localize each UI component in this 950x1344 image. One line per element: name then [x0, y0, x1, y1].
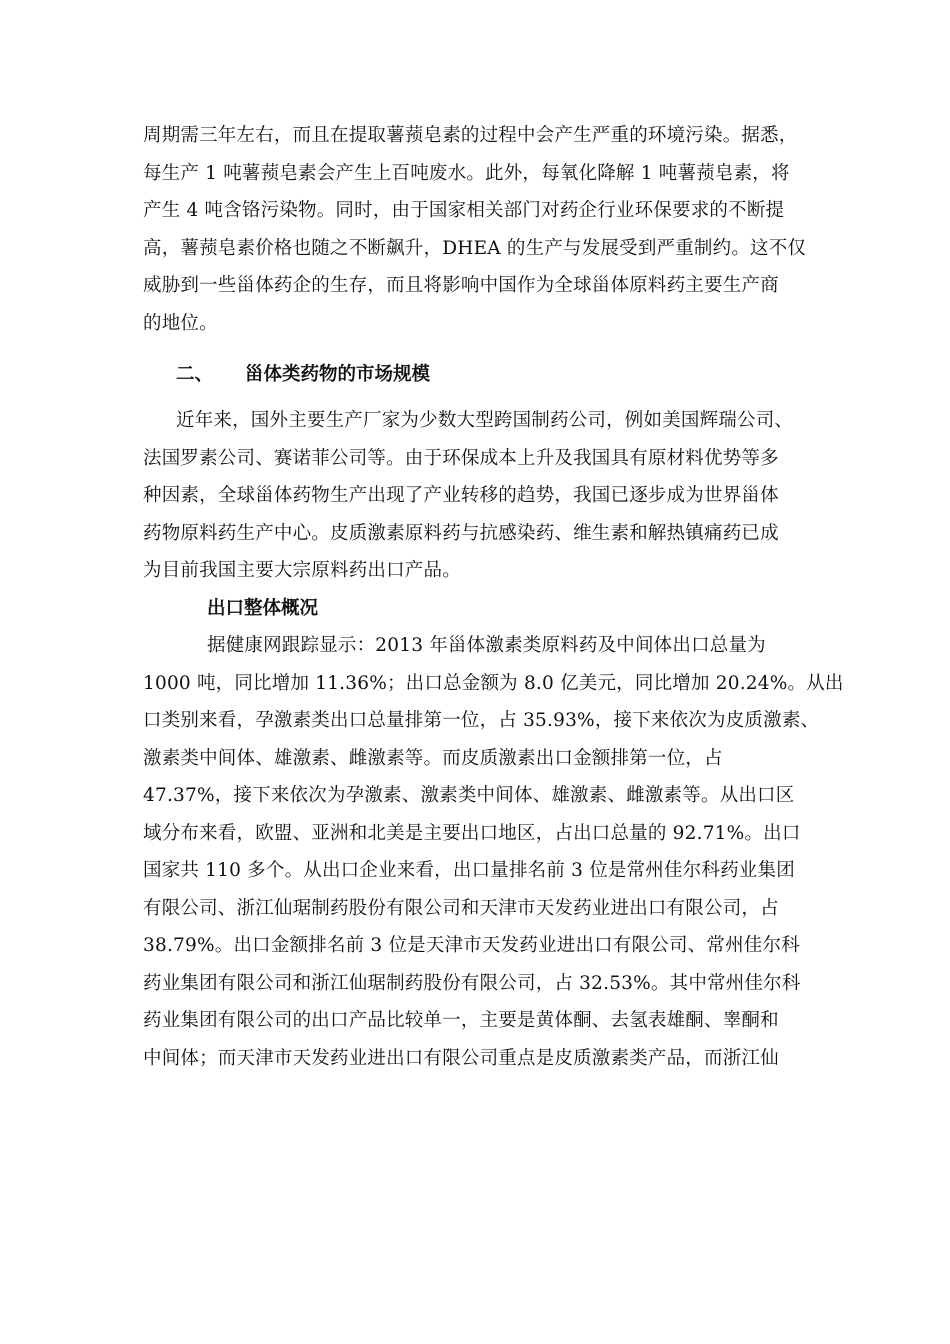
- text-line: 38.79%。出口金额排名前 3 位是天津市天发药业进出口有限公司、常州佳尔科: [143, 935, 800, 956]
- text-line: 据健康网跟踪显示：2013 年甾体激素类原料药及中间体出口总量为: [207, 635, 766, 656]
- text-line: 种因素，全球甾体药物生产出现了产业转移的趋势，我国已逐步成为世界甾体: [143, 485, 779, 506]
- text-line: 药物原料药生产中心。皮质激素原料药与抗感染药、维生素和解热镇痛药已成: [143, 523, 779, 544]
- text-line: 国家共 110 多个。从出口企业来看，出口量排名前 3 位是常州佳尔科药业集团: [143, 860, 795, 881]
- text-line: 47.37%，接下来依次为孕激素、激素类中间体、雄激素、雌激素等。从出口区: [143, 785, 795, 806]
- text-line: 域分布来看，欧盟、亚洲和北美是主要出口地区，占出口总量的 92.71%。出口: [143, 823, 801, 844]
- section-title: 甾体类药物的市场规模: [245, 364, 431, 385]
- text-line: 为目前我国主要大宗原料药出口产品。: [143, 560, 461, 581]
- text-line: 中间体；而天津市天发药业进出口有限公司重点是皮质激素类产品，而浙江仙: [143, 1048, 779, 1069]
- text-line: 1000 吨，同比增加 11.36%；出口总金额为 8.0 亿美元，同比增加 20.24%。从出: [143, 673, 844, 694]
- text-line: 近年来，国外主要生产厂家为少数大型跨国制药公司，例如美国辉瑞公司、: [176, 410, 794, 431]
- text-line: 每生产 1 吨薯蓣皂素会产生上百吨废水。此外，每氧化降解 1 吨薯蓣皂素，将: [143, 163, 790, 184]
- text-line: 的地位。: [143, 313, 218, 334]
- text-line: 药业集团有限公司的出口产品比较单一，主要是黄体酮、去氢表雄酮、睾酮和: [143, 1010, 779, 1031]
- text-line: 口类别来看，孕激素类出口总量排第一位，占 35.93%，接下来依次为皮质激素、: [143, 710, 820, 731]
- text-line: 药业集团有限公司和浙江仙琚制药股份有限公司，占 32.53%。其中常州佳尔科: [143, 973, 801, 994]
- text-line: 周期需三年左右，而且在提取薯蓣皂素的过程中会产生严重的环境污染。据悉，: [143, 125, 798, 146]
- section-number: 二、: [176, 364, 214, 385]
- text-line: 高，薯蓣皂素价格也随之不断飙升，DHEA 的生产与发展受到严重制约。这不仅: [143, 238, 807, 259]
- text-line: 法国罗素公司、赛诺菲公司等。由于环保成本上升及我国具有原材料优势等多: [143, 448, 779, 469]
- subheading-title: 出口整体概况: [207, 598, 319, 619]
- text-line: 激素类中间体、雄激素、雌激素等。而皮质激素出口金额排第一位，占: [143, 748, 723, 769]
- text-line: 有限公司、浙江仙琚制药股份有限公司和天津市天发药业进出口有限公司，占: [143, 898, 779, 919]
- text-line: 产生 4 吨含铬污染物。同时，由于国家相关部门对药企行业环保要求的不断提: [143, 200, 785, 221]
- text-line: 威胁到一些甾体药企的生存，而且将影响中国作为全球甾体原料药主要生产商: [143, 275, 779, 296]
